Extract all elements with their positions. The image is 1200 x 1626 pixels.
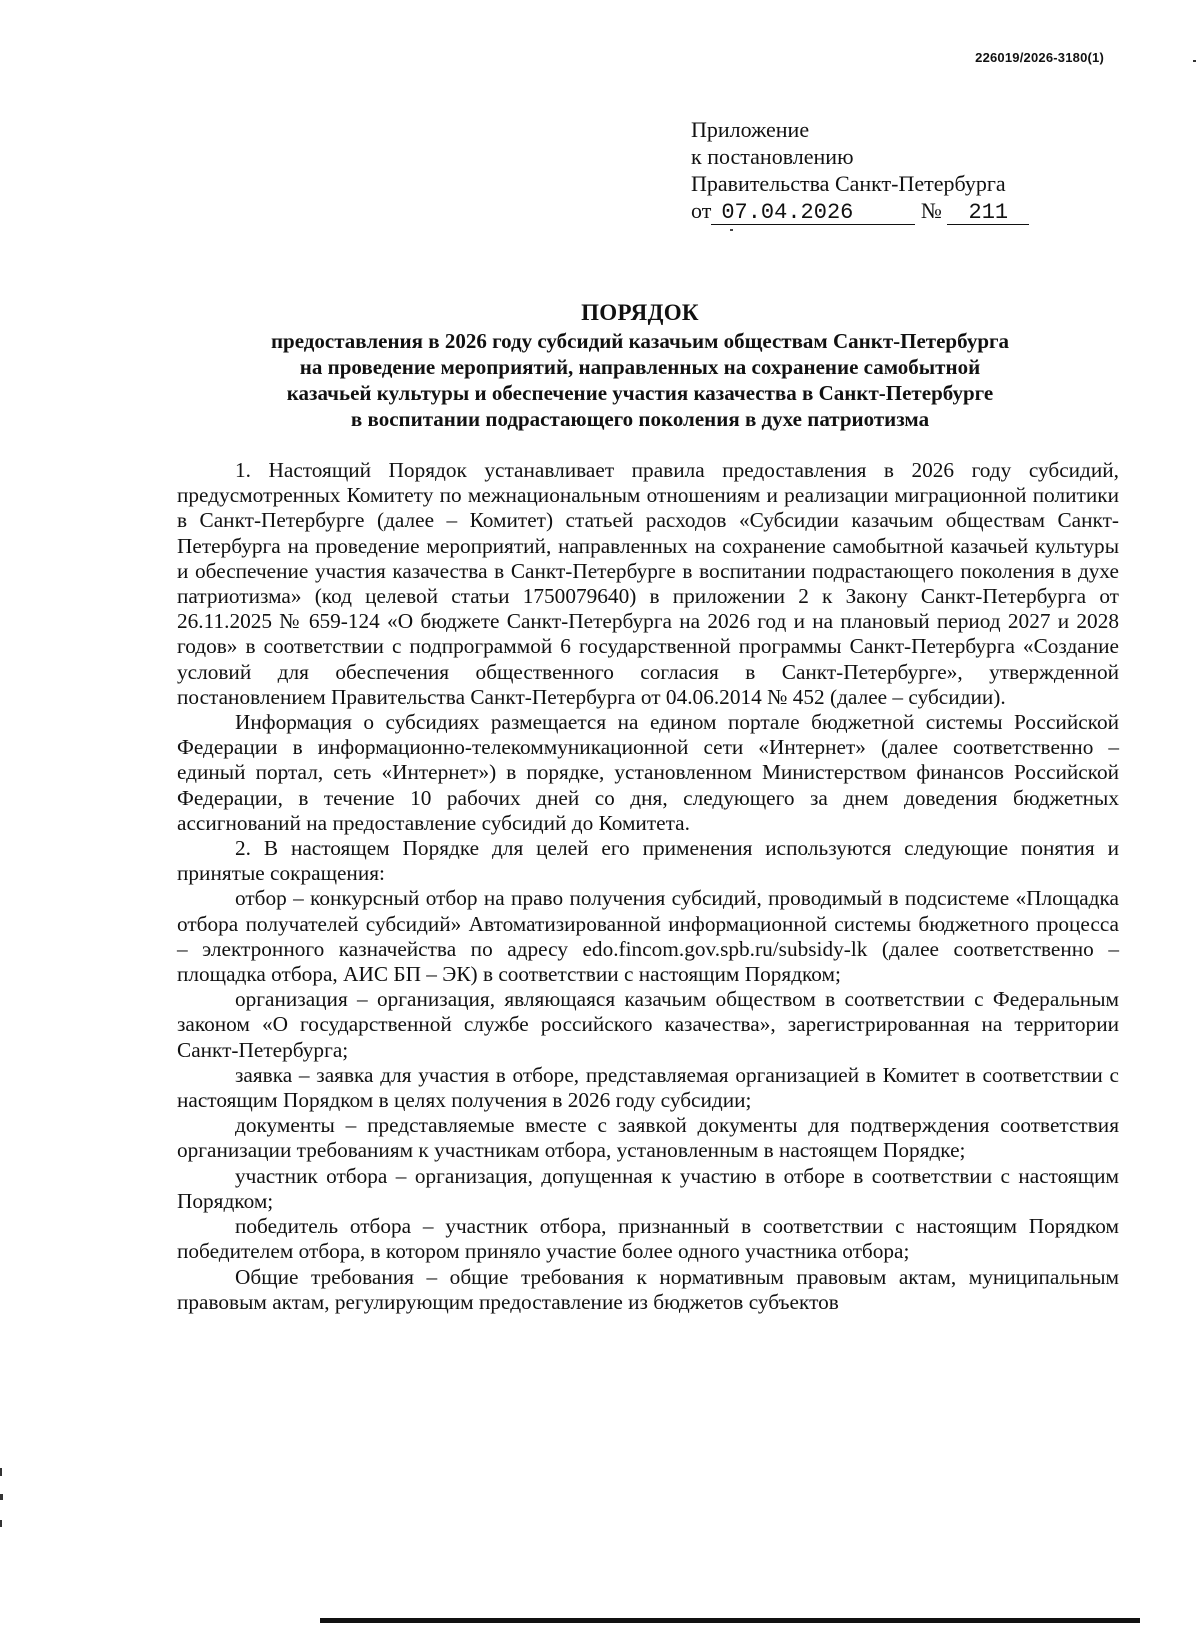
- appendix-line-2: к постановлению: [691, 144, 854, 169]
- decree-number: 211: [947, 202, 1029, 225]
- appendix-line-1: Приложение: [691, 117, 810, 142]
- paragraph-5: организация – организация, являющаяся казачьим обществом в соответствии с Федеральным законом «О государственной службе российского казачества», зарегистрированная на территории Санкт-Петербурга;: [177, 987, 1119, 1062]
- number-prefix: №: [920, 198, 942, 223]
- paragraph-8: участник отбора – организация, допущенная к участию в отборе в соответствии с настоящим Порядком;: [177, 1163, 1119, 1213]
- paragraph-2: Информация о субсидиях размещается на едином портале бюджетной системы Российской Федерации в информационно-телекоммуникационной сети «Интернет» (далее соответственно – единый портал, сеть «Интернет») в порядке, установленном Министерством финансов Российской Федерации, в течение 10 рабочих дней со дня, следующего за днем доведения бюджетных ассигнований на предоставление субсидий до Комитета.: [177, 710, 1119, 835]
- title-line-2: на проведение мероприятий, направленных на сохранение самобытной: [299, 355, 981, 379]
- title-line-3: казачьей культуры и обеспечение участия казачества в Санкт-Петербурге: [286, 381, 994, 405]
- paragraph-3: 2. В настоящем Порядке для целей его применения используются следующие понятия и принятые сокращения:: [177, 836, 1119, 886]
- title-main: ПОРЯДОК: [581, 300, 699, 325]
- appendix-block: [691, 116, 1029, 225]
- date-prefix: от: [691, 198, 712, 223]
- scan-speck: [730, 229, 733, 231]
- paragraph-1: 1. Настоящий Порядок устанавливает правила предоставления в 2026 году субсидий, предусмотренных Комитету по межнациональным отношениям и реализации миграционной политики в Санкт-Петербурге (далее – Комитет) статьей расходов «Субсидии казачьим обществам Санкт-Петербурга на проведение мероприятий, направленных на сохранение самобытной казачьей культуры и обеспечение участия казачества в Санкт-Петербурге в воспитании подрастающего поколения в духе патриотизма» (код целевой статьи 1750079640) в приложении 2 к Закону Санкт-Петербурга от 26.11.2025 № 659-124 «О бюджете Санкт-Петербурга на 2026 год и на плановый период 2027 и 2028 годов» в соответствии с подпрограммой 6 государственной программы Санкт-Петербурга «Создание условий для обеспечения общественного согласия в Санкт-Петербурге», утвержденной постановлением Правительства Санкт-Петербурга от 04.06.2014 № 452 (далее – субсидии).: [177, 458, 1119, 709]
- paragraph-9: победитель отбора – участник отбора, признанный в соответствии с настоящим Порядком победителем отбора, в котором приняло участие более одного участника отбора;: [177, 1214, 1119, 1264]
- paragraph-4: отбор – конкурсный отбор на право получения субсидий, проводимый в подсистеме «Площадка отбора получателей субсидий» Автоматизированной информационной системы бюджетного процесса – электронного казначейства по адресу edo.fincom.gov.spb.ru/subsidy-lk (далее соответственно – площадка отбора, АИС БП – ЭК) в соответствии с настоящим Порядком;: [177, 886, 1119, 987]
- scan-edge-mark-1: [0, 1468, 2, 1476]
- title-line-4: в воспитании подрастающего поколения в духе патриотизма: [350, 407, 930, 431]
- scan-edge-mark-4: [1193, 60, 1196, 62]
- decree-date: 07.04.2026: [711, 202, 915, 225]
- paragraph-6: заявка – заявка для участия в отборе, представляемая организацией в Комитет в соответствии с настоящим Порядком в целях получения в 2026 году субсидии;: [177, 1062, 1119, 1113]
- scan-edge-mark-2: [0, 1494, 3, 1500]
- appendix-line-3: Правительства Санкт-Петербурга: [691, 171, 1006, 196]
- document-title: [150, 298, 1130, 432]
- document-registration-code: 226019/2026-3180(1): [975, 50, 1104, 65]
- scan-bottom-rule: [320, 1618, 1140, 1623]
- scan-edge-mark-3: [0, 1520, 2, 1527]
- title-line-1: предоставления в 2026 году субсидий казачьим обществам Санкт-Петербурга: [270, 329, 1010, 353]
- paragraph-7: документы – представляемые вместе с заявкой документы для подтверждения соответствия организации требованиям к участникам отбора, установленным в настоящем Порядке;: [177, 1113, 1119, 1163]
- appendix-date-line: [691, 197, 1029, 225]
- paragraph-10: Общие требования – общие требования к нормативным правовым актам, муниципальным правовым актам, регулирующим предоставление из бюджетов субъектов: [177, 1264, 1119, 1314]
- document-body: [177, 458, 1119, 1315]
